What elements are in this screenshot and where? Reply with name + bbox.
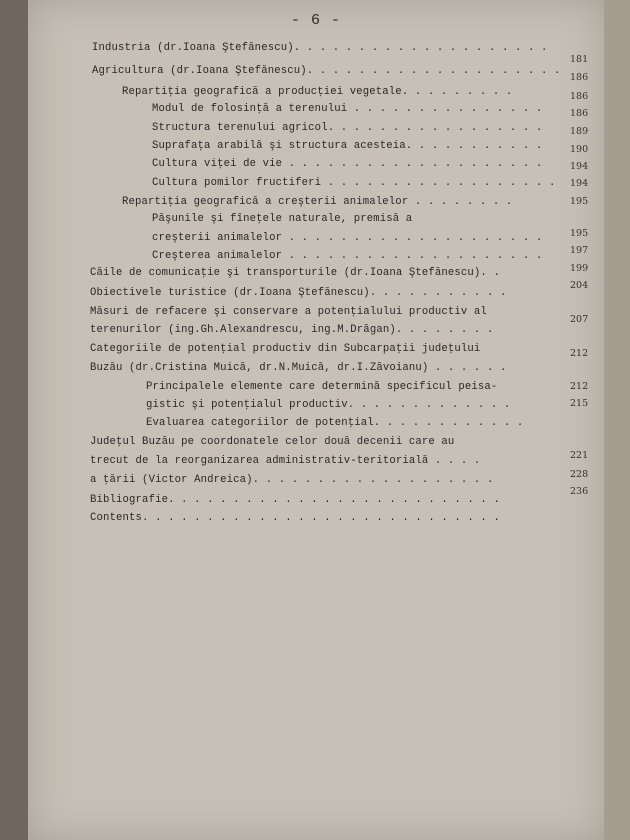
toc-entry-structura-teren: Structura terenului agricol. . . . . . . . . . . . . . . . .: [152, 122, 543, 134]
toc-entry-pasuni: Păşunile şi fîneţele naturale, premisă a: [152, 213, 413, 225]
table-of-contents: [28, 0, 604, 840]
toc-entry-categorii-potential: Categoriile de potenţial productiv din Subcarpaţii judeţului: [90, 343, 481, 355]
toc-page-structura-teren: 189: [570, 126, 589, 137]
toc-page-caile-comunicatie: 199: [570, 263, 589, 274]
book-gutter-shadow: [0, 0, 28, 840]
toc-entry-bibliografie: Bibliografie. . . . . . . . . . . . . . . . . . . . . . . . . .: [90, 494, 500, 506]
toc-entry-caile-comunicatie: Căile de comunicaţie şi transporturile (dr.Ioana Ştefănescu). .: [90, 267, 500, 279]
toc-page-productie-vegetala: 186: [570, 91, 589, 102]
toc-entry-judetul-buzau: Judeţul Buzău pe coordonatele celor două decenii care au: [90, 436, 455, 448]
toc-entry-masuri-cont: terenurilor (ing.Gh.Alexandrescu, ing.M.Drăgan). . . . . . . .: [90, 324, 494, 336]
toc-entry-crestere-animale: Repartiţia geografică a creşterii animalelor . . . . . . . .: [122, 196, 513, 208]
toc-page-obiective-turistice: 204: [570, 280, 589, 291]
toc-entry-categorii-potential-cont: Buzău (dr.Cristina Muică, dr.N.Muică, dr.I.Zăvoianu) . . . . . .: [90, 362, 507, 374]
page-edge: [604, 0, 630, 840]
toc-entry-folosinta-teren: Modul de folosinţă a terenului . . . . . . . . . . . . . . .: [152, 103, 543, 115]
toc-page-agricultura: 186: [570, 72, 589, 83]
toc-page-categorii-potential: 212: [570, 348, 589, 359]
toc-entry-judetul-buzau-author: a ţării (Victor Andreica). . . . . . . . . . . . . . . . . . .: [90, 474, 494, 486]
toc-entry-judetul-buzau-cont: trecut de la reorganizarea administrativ-teritorială . . . .: [90, 455, 481, 467]
toc-entry-pasuni-cont: creşterii animalelor . . . . . . . . . . . . . . . . . . . .: [152, 232, 543, 244]
toc-entry-productie-vegetala: Repartiţia geografică a producţiei vegetale. . . . . . . . .: [122, 86, 513, 98]
document-page: [28, 0, 604, 840]
toc-entry-obiective-turistice: Obiectivele turistice (dr.Ioana Ştefănescu). . . . . . . . . . .: [90, 287, 507, 299]
toc-page-bibliografie: 236: [570, 486, 589, 497]
toc-entry-elemente-peisagistic-cont: gistic şi potenţialul productiv. . . . . . . . . . . . .: [146, 399, 511, 411]
toc-entry-contents: Contents. . . . . . . . . . . . . . . . . . . . . . . . . . . .: [90, 512, 500, 524]
toc-page-judetul-buzau: 221: [570, 450, 589, 461]
toc-page-pomi-fructiferi: 194: [570, 178, 589, 189]
toc-page-suprafata-arabila: 190: [570, 144, 589, 155]
toc-page-masuri: 207: [570, 314, 589, 325]
toc-page-judetul-buzau-author: 228: [570, 469, 589, 480]
toc-page-cresterea-animalelor: 197: [570, 245, 589, 256]
toc-entry-masuri: Măsuri de refacere şi conservare a potenţialului productiv al: [90, 306, 487, 318]
page-number: - 6 -: [290, 12, 341, 29]
toc-page-elemente-peisagistic: 212: [570, 381, 589, 392]
toc-page-folosinta-teren: 186: [570, 108, 589, 119]
toc-page-pasuni: 195: [570, 228, 589, 239]
toc-entry-vita-de-vie: Cultura viţei de vie . . . . . . . . . . . . . . . . . . . .: [152, 158, 543, 170]
toc-entry-cresterea-animalelor: Creşterea animalelor . . . . . . . . . . . . . . . . . . . .: [152, 250, 543, 262]
toc-page-evaluarea: 215: [570, 398, 589, 409]
toc-entry-pomi-fructiferi: Cultura pomilor fructiferi . . . . . . . . . . . . . . . . . .: [152, 177, 556, 189]
toc-entry-agricultura: Agricultura (dr.Ioana Ştefănescu). . . . . . . . . . . . . . . . . . . .: [92, 65, 561, 77]
toc-entry-industria: Industria (dr.Ioana Ştefănescu). . . . . . . . . . . . . . . . . . . .: [92, 42, 548, 54]
toc-entry-evaluarea: Evaluarea categoriilor de potenţial. . . . . . . . . . . .: [146, 417, 524, 429]
toc-entry-suprafata-arabila: Suprafaţa arabilă şi structura acesteia. . . . . . . . . . .: [152, 140, 543, 152]
toc-page-vita-de-vie: 194: [570, 161, 589, 172]
toc-entry-elemente-peisagistic: Principalele elemente care determină specificul peisa-: [146, 381, 498, 393]
toc-page-industria: 181: [570, 54, 589, 65]
toc-page-crestere-animale: 195: [570, 196, 589, 207]
